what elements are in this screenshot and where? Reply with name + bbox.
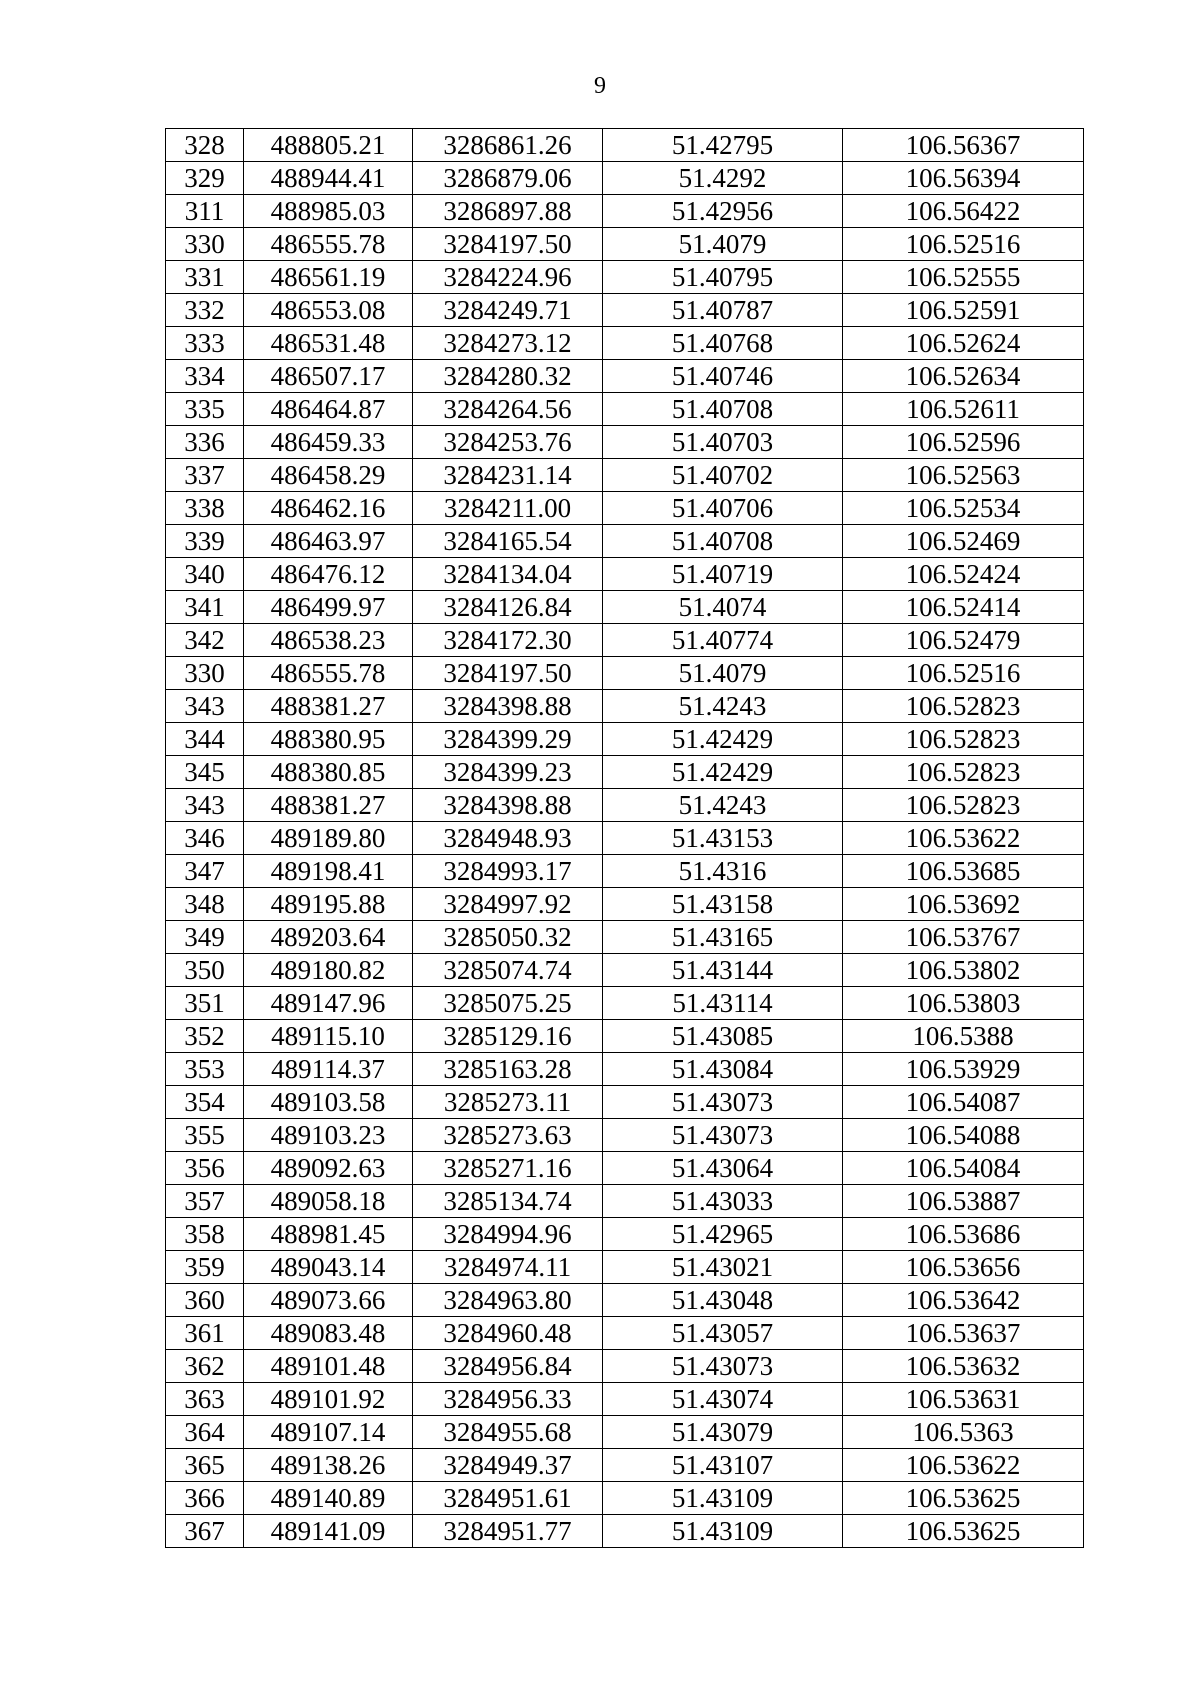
x-coordinate-cell: 486507.17 [244,360,413,393]
x-coordinate-cell: 489140.89 [244,1482,413,1515]
latitude-cell: 51.4292 [603,162,843,195]
longitude-cell: 106.52823 [843,690,1084,723]
x-coordinate-cell: 488381.27 [244,789,413,822]
latitude-cell: 51.43158 [603,888,843,921]
table-row [166,954,1084,987]
table-row [166,1317,1084,1350]
y-coordinate-cell: 3284955.68 [413,1416,603,1449]
latitude-cell: 51.4243 [603,690,843,723]
x-coordinate-cell: 488944.41 [244,162,413,195]
longitude-cell: 106.53686 [843,1218,1084,1251]
latitude-cell: 51.42956 [603,195,843,228]
longitude-cell: 106.53631 [843,1383,1084,1416]
latitude-cell: 51.43114 [603,987,843,1020]
longitude-cell: 106.53887 [843,1185,1084,1218]
table-row [166,1416,1084,1449]
point-id-cell: 354 [166,1086,244,1119]
point-id-cell: 335 [166,393,244,426]
latitude-cell: 51.43073 [603,1350,843,1383]
longitude-cell: 106.54084 [843,1152,1084,1185]
table-row [166,1251,1084,1284]
x-coordinate-cell: 486555.78 [244,657,413,690]
y-coordinate-cell: 3284974.11 [413,1251,603,1284]
longitude-cell: 106.53625 [843,1482,1084,1515]
y-coordinate-cell: 3285134.74 [413,1185,603,1218]
longitude-cell: 106.52634 [843,360,1084,393]
latitude-cell: 51.42429 [603,723,843,756]
y-coordinate-cell: 3284951.77 [413,1515,603,1548]
point-id-cell: 353 [166,1053,244,1086]
point-id-cell: 336 [166,426,244,459]
point-id-cell: 346 [166,822,244,855]
y-coordinate-cell: 3284197.50 [413,228,603,261]
latitude-cell: 51.40702 [603,459,843,492]
point-id-cell: 333 [166,327,244,360]
point-id-cell: 355 [166,1119,244,1152]
x-coordinate-cell: 486464.87 [244,393,413,426]
latitude-cell: 51.43073 [603,1086,843,1119]
latitude-cell: 51.40719 [603,558,843,591]
point-id-cell: 359 [166,1251,244,1284]
longitude-cell: 106.53656 [843,1251,1084,1284]
point-id-cell: 330 [166,228,244,261]
point-id-cell: 363 [166,1383,244,1416]
longitude-cell: 106.53632 [843,1350,1084,1383]
y-coordinate-cell: 3286861.26 [413,129,603,162]
x-coordinate-cell: 489101.48 [244,1350,413,1383]
y-coordinate-cell: 3284280.32 [413,360,603,393]
x-coordinate-cell: 489073.66 [244,1284,413,1317]
x-coordinate-cell: 489101.92 [244,1383,413,1416]
y-coordinate-cell: 3284956.33 [413,1383,603,1416]
point-id-cell: 328 [166,129,244,162]
point-id-cell: 356 [166,1152,244,1185]
x-coordinate-cell: 486531.48 [244,327,413,360]
point-id-cell: 360 [166,1284,244,1317]
x-coordinate-cell: 489083.48 [244,1317,413,1350]
x-coordinate-cell: 486476.12 [244,558,413,591]
y-coordinate-cell: 3284951.61 [413,1482,603,1515]
point-id-cell: 366 [166,1482,244,1515]
latitude-cell: 51.40706 [603,492,843,525]
latitude-cell: 51.43085 [603,1020,843,1053]
point-id-cell: 334 [166,360,244,393]
longitude-cell: 106.52516 [843,657,1084,690]
point-id-cell: 331 [166,261,244,294]
table-row [166,1515,1084,1548]
x-coordinate-cell: 488381.27 [244,690,413,723]
x-coordinate-cell: 486458.29 [244,459,413,492]
y-coordinate-cell: 3284960.48 [413,1317,603,1350]
x-coordinate-cell: 489180.82 [244,954,413,987]
x-coordinate-cell: 486459.33 [244,426,413,459]
y-coordinate-cell: 3284997.92 [413,888,603,921]
x-coordinate-cell: 489203.64 [244,921,413,954]
x-coordinate-cell: 486499.97 [244,591,413,624]
table-row [166,294,1084,327]
y-coordinate-cell: 3285273.11 [413,1086,603,1119]
latitude-cell: 51.4079 [603,657,843,690]
table-row [166,756,1084,789]
longitude-cell: 106.53637 [843,1317,1084,1350]
latitude-cell: 51.4316 [603,855,843,888]
table-row [166,459,1084,492]
y-coordinate-cell: 3284134.04 [413,558,603,591]
point-id-cell: 343 [166,789,244,822]
latitude-cell: 51.43084 [603,1053,843,1086]
x-coordinate-cell: 488805.21 [244,129,413,162]
longitude-cell: 106.52591 [843,294,1084,327]
x-coordinate-cell: 489103.23 [244,1119,413,1152]
table-row [166,624,1084,657]
point-id-cell: 340 [166,558,244,591]
table-row [166,1020,1084,1053]
y-coordinate-cell: 3284399.29 [413,723,603,756]
x-coordinate-cell: 489198.41 [244,855,413,888]
table-row [166,228,1084,261]
x-coordinate-cell: 488380.85 [244,756,413,789]
table-row [166,327,1084,360]
longitude-cell: 106.56422 [843,195,1084,228]
longitude-cell: 106.52596 [843,426,1084,459]
latitude-cell: 51.40703 [603,426,843,459]
point-id-cell: 338 [166,492,244,525]
x-coordinate-cell: 489107.14 [244,1416,413,1449]
x-coordinate-cell: 489141.09 [244,1515,413,1548]
table-row [166,360,1084,393]
x-coordinate-cell: 489189.80 [244,822,413,855]
point-id-cell: 343 [166,690,244,723]
y-coordinate-cell: 3284399.23 [413,756,603,789]
latitude-cell: 51.42965 [603,1218,843,1251]
table-row [166,1053,1084,1086]
x-coordinate-cell: 486553.08 [244,294,413,327]
latitude-cell: 51.43064 [603,1152,843,1185]
table-row [166,1284,1084,1317]
table-row [166,1482,1084,1515]
point-id-cell: 347 [166,855,244,888]
y-coordinate-cell: 3284963.80 [413,1284,603,1317]
y-coordinate-cell: 3285129.16 [413,1020,603,1053]
x-coordinate-cell: 486462.16 [244,492,413,525]
longitude-cell: 106.52611 [843,393,1084,426]
table-row [166,195,1084,228]
table-row [166,657,1084,690]
longitude-cell: 106.56394 [843,162,1084,195]
y-coordinate-cell: 3286879.06 [413,162,603,195]
x-coordinate-cell: 489058.18 [244,1185,413,1218]
longitude-cell: 106.52624 [843,327,1084,360]
latitude-cell: 51.43073 [603,1119,843,1152]
x-coordinate-cell: 489147.96 [244,987,413,1020]
point-id-cell: 364 [166,1416,244,1449]
y-coordinate-cell: 3285075.25 [413,987,603,1020]
latitude-cell: 51.43107 [603,1449,843,1482]
y-coordinate-cell: 3284253.76 [413,426,603,459]
latitude-cell: 51.40768 [603,327,843,360]
point-id-cell: 362 [166,1350,244,1383]
table-row [166,1449,1084,1482]
latitude-cell: 51.43079 [603,1416,843,1449]
point-id-cell: 330 [166,657,244,690]
y-coordinate-cell: 3284994.96 [413,1218,603,1251]
table-row [166,162,1084,195]
x-coordinate-cell: 489043.14 [244,1251,413,1284]
y-coordinate-cell: 3284172.30 [413,624,603,657]
point-id-cell: 311 [166,195,244,228]
longitude-cell: 106.52414 [843,591,1084,624]
y-coordinate-cell: 3285163.28 [413,1053,603,1086]
x-coordinate-cell: 489103.58 [244,1086,413,1119]
x-coordinate-cell: 486561.19 [244,261,413,294]
longitude-cell: 106.53685 [843,855,1084,888]
point-id-cell: 329 [166,162,244,195]
longitude-cell: 106.53929 [843,1053,1084,1086]
table-row [166,921,1084,954]
longitude-cell: 106.52823 [843,756,1084,789]
longitude-cell: 106.53767 [843,921,1084,954]
longitude-cell: 106.5363 [843,1416,1084,1449]
latitude-cell: 51.43153 [603,822,843,855]
table-row [166,261,1084,294]
x-coordinate-cell: 488981.45 [244,1218,413,1251]
x-coordinate-cell: 489115.10 [244,1020,413,1053]
latitude-cell: 51.43074 [603,1383,843,1416]
latitude-cell: 51.40746 [603,360,843,393]
table-row [166,888,1084,921]
y-coordinate-cell: 3285050.32 [413,921,603,954]
longitude-cell: 106.53625 [843,1515,1084,1548]
latitude-cell: 51.43057 [603,1317,843,1350]
longitude-cell: 106.53803 [843,987,1084,1020]
y-coordinate-cell: 3284273.12 [413,327,603,360]
longitude-cell: 106.53622 [843,1449,1084,1482]
table-row [166,591,1084,624]
longitude-cell: 106.56367 [843,129,1084,162]
longitude-cell: 106.52534 [843,492,1084,525]
point-id-cell: 358 [166,1218,244,1251]
longitude-cell: 106.52479 [843,624,1084,657]
y-coordinate-cell: 3284165.54 [413,525,603,558]
longitude-cell: 106.52555 [843,261,1084,294]
point-id-cell: 352 [166,1020,244,1053]
latitude-cell: 51.40787 [603,294,843,327]
point-id-cell: 348 [166,888,244,921]
latitude-cell: 51.42795 [603,129,843,162]
point-id-cell: 361 [166,1317,244,1350]
latitude-cell: 51.40774 [603,624,843,657]
y-coordinate-cell: 3285271.16 [413,1152,603,1185]
point-id-cell: 345 [166,756,244,789]
longitude-cell: 106.52563 [843,459,1084,492]
table-row [166,987,1084,1020]
point-id-cell: 357 [166,1185,244,1218]
x-coordinate-cell: 489092.63 [244,1152,413,1185]
latitude-cell: 51.40795 [603,261,843,294]
longitude-cell: 106.54087 [843,1086,1084,1119]
latitude-cell: 51.4243 [603,789,843,822]
latitude-cell: 51.43165 [603,921,843,954]
y-coordinate-cell: 3284948.93 [413,822,603,855]
table-row [166,723,1084,756]
latitude-cell: 51.40708 [603,525,843,558]
table-row [166,393,1084,426]
table-row [166,426,1084,459]
x-coordinate-cell: 489114.37 [244,1053,413,1086]
y-coordinate-cell: 3284126.84 [413,591,603,624]
longitude-cell: 106.52823 [843,789,1084,822]
longitude-cell: 106.5388 [843,1020,1084,1053]
table-row [166,1383,1084,1416]
x-coordinate-cell: 488380.95 [244,723,413,756]
x-coordinate-cell: 486555.78 [244,228,413,261]
point-id-cell: 342 [166,624,244,657]
y-coordinate-cell: 3286897.88 [413,195,603,228]
table-row [166,855,1084,888]
longitude-cell: 106.53692 [843,888,1084,921]
y-coordinate-cell: 3284956.84 [413,1350,603,1383]
y-coordinate-cell: 3285074.74 [413,954,603,987]
latitude-cell: 51.43144 [603,954,843,987]
point-id-cell: 344 [166,723,244,756]
table-row [166,822,1084,855]
table-row [166,525,1084,558]
longitude-cell: 106.53642 [843,1284,1084,1317]
x-coordinate-cell: 489195.88 [244,888,413,921]
table-row [166,1350,1084,1383]
table-row [166,1152,1084,1185]
table-row [166,1185,1084,1218]
latitude-cell: 51.43109 [603,1482,843,1515]
latitude-cell: 51.4074 [603,591,843,624]
y-coordinate-cell: 3285273.63 [413,1119,603,1152]
longitude-cell: 106.53622 [843,822,1084,855]
latitude-cell: 51.42429 [603,756,843,789]
x-coordinate-cell: 489138.26 [244,1449,413,1482]
longitude-cell: 106.52823 [843,723,1084,756]
x-coordinate-cell: 486538.23 [244,624,413,657]
latitude-cell: 51.43109 [603,1515,843,1548]
latitude-cell: 51.43048 [603,1284,843,1317]
page-number: 9 [594,73,606,99]
x-coordinate-cell: 486463.97 [244,525,413,558]
longitude-cell: 106.52424 [843,558,1084,591]
table-row [166,1218,1084,1251]
point-id-cell: 332 [166,294,244,327]
x-coordinate-cell: 488985.03 [244,195,413,228]
point-id-cell: 341 [166,591,244,624]
longitude-cell: 106.52516 [843,228,1084,261]
table-row [166,1086,1084,1119]
point-id-cell: 350 [166,954,244,987]
y-coordinate-cell: 3284197.50 [413,657,603,690]
longitude-cell: 106.53802 [843,954,1084,987]
table-row [166,789,1084,822]
y-coordinate-cell: 3284993.17 [413,855,603,888]
y-coordinate-cell: 3284264.56 [413,393,603,426]
table-row [166,690,1084,723]
y-coordinate-cell: 3284211.00 [413,492,603,525]
table-row [166,129,1084,162]
table-row [166,1119,1084,1152]
longitude-cell: 106.52469 [843,525,1084,558]
point-id-cell: 337 [166,459,244,492]
point-id-cell: 351 [166,987,244,1020]
latitude-cell: 51.43033 [603,1185,843,1218]
y-coordinate-cell: 3284949.37 [413,1449,603,1482]
coordinates-table-body [166,129,1084,1548]
latitude-cell: 51.4079 [603,228,843,261]
y-coordinate-cell: 3284398.88 [413,690,603,723]
table-row [166,492,1084,525]
table-row [166,558,1084,591]
y-coordinate-cell: 3284231.14 [413,459,603,492]
y-coordinate-cell: 3284249.71 [413,294,603,327]
longitude-cell: 106.54088 [843,1119,1084,1152]
y-coordinate-cell: 3284224.96 [413,261,603,294]
y-coordinate-cell: 3284398.88 [413,789,603,822]
latitude-cell: 51.40708 [603,393,843,426]
point-id-cell: 365 [166,1449,244,1482]
point-id-cell: 349 [166,921,244,954]
latitude-cell: 51.43021 [603,1251,843,1284]
point-id-cell: 339 [166,525,244,558]
coordinates-table [165,128,1084,1548]
point-id-cell: 367 [166,1515,244,1548]
